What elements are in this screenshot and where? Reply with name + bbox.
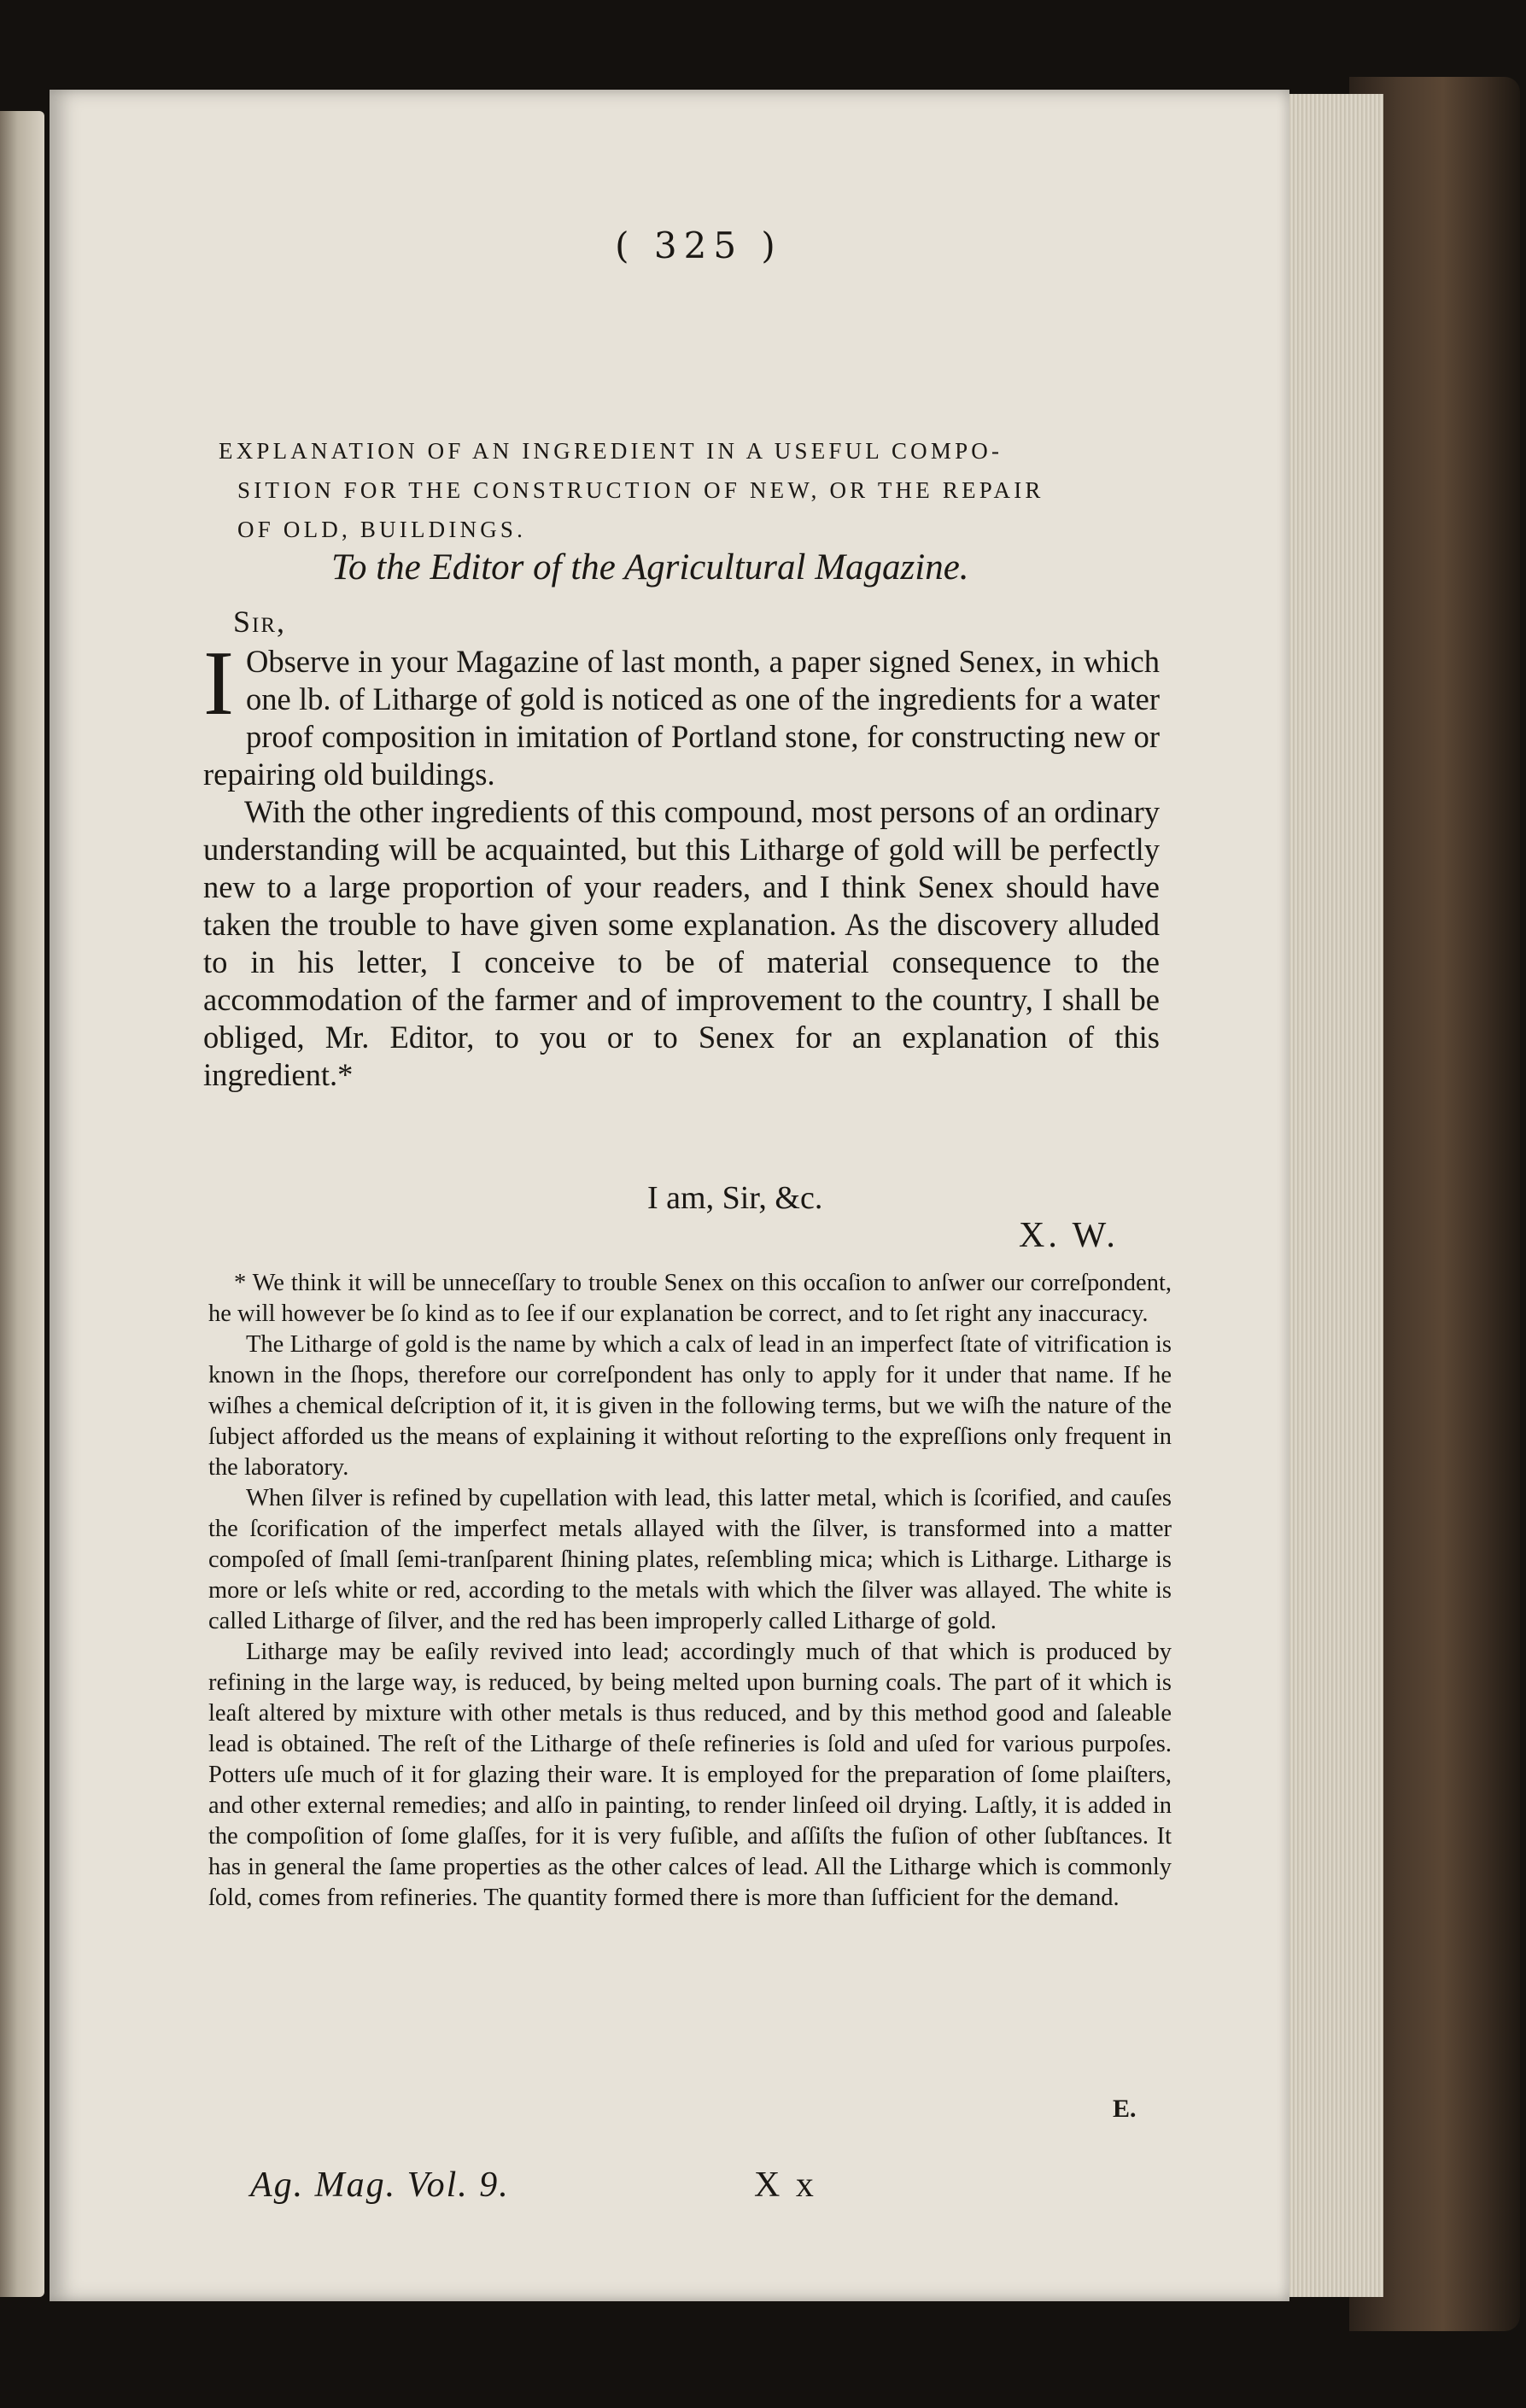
title-line-3: OF OLD, BUILDINGS. [237, 517, 527, 542]
note-paragraph-3: When ſilver is refined by cupellation with lead, this latter metal, which is ſcorified, and cauſes the ſcorification of the imperfect metals allayed with the ſilver, is transformed into a matter compoſed of ſmall ſemi-tranſparent ſhining plates, reſembling mica; which is Litharge. Litharge is more or leſs white or red, according to the metals with which the ſilver was allayed. The white is called Litharge of ſilver, and the red has been improperly called Litharge of gold. [208, 1485, 1172, 1634]
note-paragraph-2: The Litharge of gold is the name by which a calx of lead in an imperfect ſtate of vitrification is known in the ſhops, therefore our correſpondent has only to apply for it under that name. If he wiſhes a chemical deſcription of it, it is given in the following terms, but we wiſh the nature of the ſubject afforded us the means of explaining it without reſorting to the expreſſions only frequent in the laboratory. [208, 1331, 1172, 1481]
footer-volume: Ag. Mag. Vol. 9. [250, 2165, 510, 2205]
dedication: To the Editor of the Agricultural Magazine. [331, 547, 969, 587]
signature: X. W. [1019, 1216, 1119, 1255]
letter-paragraph-2: With the other ingredients of this compound, most persons of an ordinary understanding will be acquainted, but this Litharge of gold will be perfectly new to a large proportion of your readers, and I think Senex should have taken the trouble to have given some explanation. As the discovery alluded to in his letter, I conceive to be of material consequence to the accommodation of the farmer and of improvement to the country, I shall be obliged, Mr. Editor, to you or to Senex for an explanation of this ingredient.* [203, 794, 1160, 1092]
title-line-1: EXPLANATION OF AN INGREDIENT IN A USEFUL COMPO- [219, 438, 1003, 464]
facing-page-edge [0, 111, 44, 2297]
note-initial: E. [1113, 2095, 1137, 2123]
page-number: ( 325 ) [615, 225, 782, 266]
letter-paragraph-1 [203, 633, 1160, 793]
footer-signature-mark: X x [754, 2165, 817, 2205]
note-paragraph-4: Litharge may be eaſily revived into lead; accordingly much of that which is produced by refining in the large way, is reduced, by being melted upon burning coals. The part of it which is leaſt altered by mixture with other metals is thus reduced, and by this method good and ſaleable lead is obtained. The reſt of the Litharge of theſe refineries is ſold and uſed for various purpoſes. Potters uſe much of it for glazing their ware. It is employed for the preparation of ſome plaiſters, and other external remedies; and alſo in painting, to render linſeed oil drying. Laſtly, it is added in the compoſition of ſome glaſſes, for it is very fuſible, and aſſiſts the fuſion of other ſubſtances. It has in general the ſame properties as the other calces of lead. All the Litharge which is commonly ſold, comes from refineries. The quantity formed there is more than ſufficient for the demand. [208, 1639, 1172, 1911]
title-line-2: SITION FOR THE CONSTRUCTION OF NEW, OR THE REPAIR [237, 477, 1044, 503]
editor-note [208, 1268, 1172, 1914]
book-page [50, 90, 1289, 2301]
closing: I am, Sir, &c. [647, 1180, 823, 1216]
letter-paragraph-1-text: Observe in your Magazine of last month, a paper signed Senex, in which one lb. of Litharge of gold is noticed as one of the ingredients for a water proof composition in imitation of Portland stone, for constructing new or repairing old buildings. [203, 644, 1160, 792]
article-title [219, 431, 1175, 549]
letter-body [203, 633, 1160, 1094]
drop-cap: I [203, 633, 234, 734]
page-edges [1281, 94, 1383, 2297]
salutation: Sir, [233, 605, 287, 639]
note-paragraph-1: * We think it will be unneceſſary to trouble Senex on this occaſion to anſwer our correſpondent, he will however be ſo kind as to ſee if our explanation be correct, and to ſet right any inaccuracy. [208, 1270, 1172, 1327]
